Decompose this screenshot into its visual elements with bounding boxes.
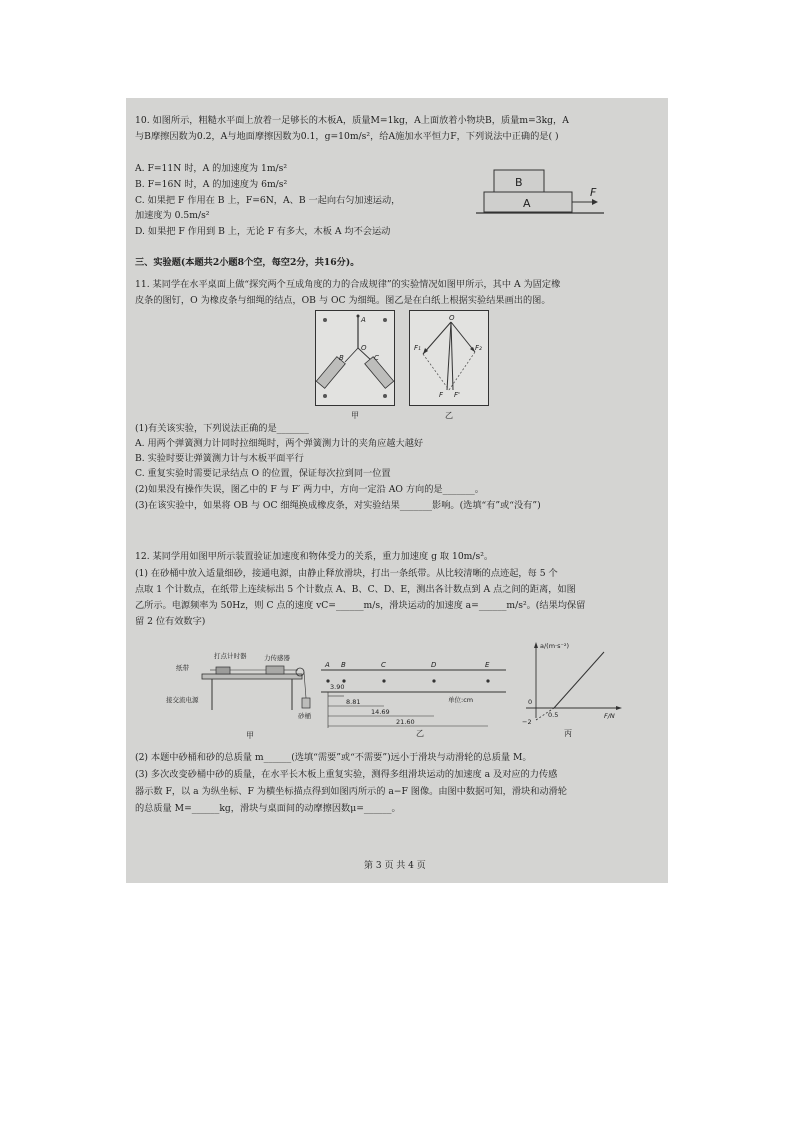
q11-option-c: C. 重复实验时需要记录结点 O 的位置，保证每次拉到同一位置 [135, 468, 391, 479]
label-a: A [523, 197, 531, 210]
q11-sub1: (1)有关该实验，下列说法正确的是_______ [135, 423, 309, 434]
graph-line [554, 652, 604, 708]
tape-label-d: D [431, 661, 437, 669]
jia-caption: 甲 [351, 411, 359, 420]
q12-line3: 点取 1 个计数点，在纸带上连续标出 5 个计数点 A、B、C、D、E，测出各计数点到 A 点之间的距离，如图 [135, 584, 576, 595]
q12-sub3-line2: 器示数 F，以 a 为纵坐标、F 为横坐标描点得到如图丙所示的 a−F 图像。由图中数据可知，滑块和动滑轮 [135, 786, 567, 797]
q11-line1: 11. 某同学在水平桌面上做“探究两个互成角度的力的合成规律”的实验情况如图甲所示，其中 A 为固定橡 [135, 279, 561, 290]
q12-line5: 留 2 位有效数字) [135, 616, 206, 627]
distance-ab: 3.90 [330, 683, 345, 691]
jia-label-o: O [361, 344, 367, 352]
q12-line1: 12. 某同学用如图甲所示装置验证加速度和物体受力的关系，重力加速度 g 取 10m/s²。 [135, 551, 494, 562]
label-b: B [515, 176, 523, 189]
slider-block [266, 666, 284, 674]
distance-ae: 21.60 [396, 718, 415, 726]
tape-label-e: E [485, 661, 490, 669]
tape-point-e [486, 679, 489, 682]
label-tape: 纸带 [176, 664, 189, 672]
bing-caption: 丙 [564, 729, 572, 738]
label-force-f: F [590, 186, 597, 199]
q11-figure-yi [409, 310, 489, 422]
q10-option-b: B. F=16N 时，A 的加速度为 6m/s² [135, 179, 288, 190]
distance-ac: 8.81 [346, 698, 361, 706]
label-bucket: 砂桶 [298, 712, 311, 720]
yi-label-f-prime: F' [454, 391, 460, 399]
q12-sub3-line3: 的总质量 M=______kg，滑块与桌面间的动摩擦因数μ=______。 [135, 803, 401, 814]
tape-label-c: C [381, 661, 386, 669]
q12-line2: (1) 在砂桶中放入适量细砂，接通电源，由静止释放滑块，打出一条纸带。从比较清晰的点迹起，每 5 个 [135, 568, 558, 579]
tape-point-d [432, 679, 435, 682]
section-heading: 三、实验题(本题共2小题8个空，每空2分，共16分)。 [135, 257, 360, 268]
yi-label-f: F [439, 391, 444, 399]
q11-option-b: B. 实验时要让弹簧测力计与木板平面平行 [135, 453, 304, 464]
q10-option-d: D. 如果把 F 作用到 B 上，无论 F 有多大，木板 A 均不会运动 [135, 226, 391, 237]
q11-figure-jia [315, 310, 395, 422]
bing-xtick: 0.5 [548, 711, 559, 719]
q12-figure-jia [166, 646, 316, 744]
exam-page [126, 98, 668, 883]
q10-option-c: C. 如果把 F 作用在 B 上，F=6N，A、B 一起向右匀加速运动， [135, 195, 401, 206]
q10-line1: 10. 如图所示，粗糙水平面上放着一足够长的木板A，质量M=1kg，A上面放着小物块B，质量m=3kg，A [135, 115, 569, 126]
yi-label-o: O [449, 314, 455, 322]
tape-point-c [382, 679, 385, 682]
page-footer: 第 3 页 共 4 页 [364, 861, 426, 871]
long-board [202, 674, 302, 679]
q12-sub3-line1: (3) 多次改变砂桶中砂的质量，在水平长木板上重复实验，测得多组滑块运动的加速度 a 及对应的力传感 [135, 769, 558, 780]
tape-unit: 单位:cm [448, 696, 474, 704]
q12-line4: 乙所示。电源频率为 50Hz，则 C 点的速度 vC=______m/s，滑块运动的加速度 a=______m/s²。(结果均保留 [135, 600, 586, 611]
yi-label-f1: F₁ [414, 344, 421, 352]
q11-sub2: (2)如果没有操作失误，图乙中的 F 与 F′ 两力中，方向一定沿 AO 方向的是_______。 [135, 484, 484, 495]
jia-label-a: A [361, 316, 366, 324]
q10-line2: 与B摩擦因数为0.2，A与地面摩擦因数为0.1，g=10m/s²，给A施加水平恒力F，下列说法中正确的是( ) [135, 131, 559, 142]
label-power: 接交流电源 [166, 696, 199, 704]
jia-caption-12: 甲 [246, 731, 254, 740]
q12-sub2: (2) 本题中砂桶和砂的总质量 m______(选填“需要”或“不需要”)远小于滑块与动滑轮的总质量 M。 [135, 752, 532, 763]
label-sensor: 力传感器 [264, 654, 290, 662]
yi-label-f2: F₂ [475, 344, 482, 352]
q10-block-figure [474, 166, 614, 218]
tape-label-a: A [325, 661, 330, 669]
sand-bucket [302, 698, 310, 708]
q10-option-a: A. F=11N 时，A 的加速度为 1m/s² [135, 163, 288, 174]
bing-ylabel: a/(m·s⁻²) [540, 642, 570, 650]
q10-option-c-cont: 加速度为 0.5m/s² [135, 210, 210, 221]
q12-figure-yi [316, 656, 511, 738]
bing-origin: 0 [528, 698, 533, 706]
bing-ytick: −2 [522, 718, 532, 726]
yi-caption: 乙 [445, 411, 453, 420]
distance-ad: 14.69 [371, 708, 390, 716]
q11-line2: 皮条的图钉，O 为橡皮条与细绳的结点，OB 与 OC 为细绳。图乙是在白纸上根据实验结果画出的图。 [135, 295, 551, 306]
yi-caption-12: 乙 [416, 729, 424, 738]
jia-label-b: B [339, 354, 344, 362]
q11-sub3: (3)在该实验中，如果将 OB 与 OC 细绳换成橡皮条，对实验结果_______影响。(选填“有”或“没有”) [135, 500, 541, 511]
q11-option-a: A. 用两个弹簧测力计同时拉细绳时，两个弹簧测力计的夹角应越大越好 [135, 438, 424, 449]
bing-xlabel: F/N [604, 712, 615, 720]
tape-label-b: B [341, 661, 346, 669]
label-timer: 打点计时器 [214, 652, 247, 660]
q12-figure-bing [518, 638, 628, 743]
timer-device [216, 667, 230, 674]
jia-label-c: C [374, 354, 379, 362]
